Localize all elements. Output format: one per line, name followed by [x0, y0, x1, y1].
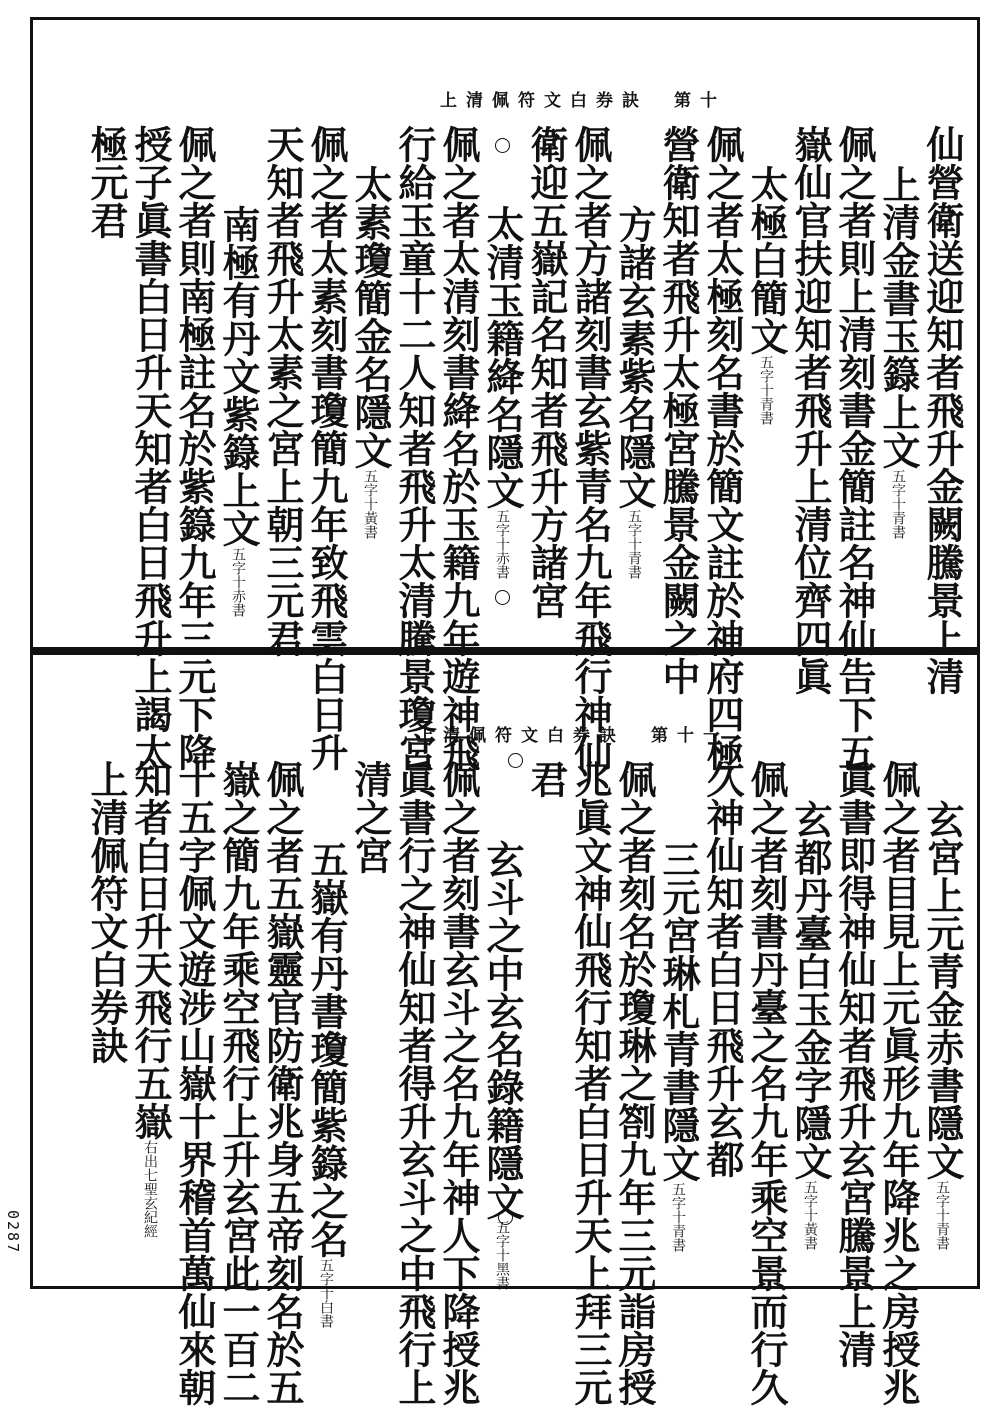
text-column [128, 760, 172, 1270]
top-running-header: 上清佩符文白券訣 第十 [440, 91, 726, 111]
column-text: 佩之者目見上元眞形九年降兆之房授兆 [876, 760, 921, 1406]
text-column [832, 760, 877, 1368]
column-text: 玄宮上元青金赤書隱文 [920, 800, 965, 1180]
interlinear-note: 五字十黃書 [802, 1180, 818, 1250]
interlinear-note: 五字十青書 [934, 1180, 950, 1250]
column-text: 眞書即得神仙知者飛升玄宮騰景上清 [832, 760, 877, 1368]
text-column [612, 125, 656, 635]
column-text: 方諸玄素紫名隱文 [612, 205, 657, 509]
text-column [436, 125, 481, 771]
text-column [84, 760, 128, 1270]
column-text: 太極白簡文 [744, 165, 789, 355]
column-text: 太清玉籍絳名隱文 [480, 205, 525, 509]
column-text: 天知者飛升太素之宮上朝三元君 [260, 125, 305, 657]
text-column [832, 125, 877, 771]
text-column [656, 125, 701, 695]
text-column [788, 125, 833, 695]
interlinear-note: 五字十青書 [670, 1182, 686, 1252]
column-text: 佩之者則上清刻書金簡註名神仙告下五 [832, 125, 877, 771]
text-column [304, 125, 349, 771]
column-text: 佩之者太極刻名書於簡文註於神府四極 [700, 125, 745, 771]
text-column [172, 760, 217, 1406]
column-text: 佩之者刻書丹臺之名九年乘空景而行久 [744, 760, 789, 1406]
circle-mark [498, 1210, 513, 1225]
column-text: 衛迎五嶽記名知者飛升方諸宮 [524, 125, 569, 619]
text-column [260, 125, 305, 657]
column-text: 上清佩符文白券訣 [84, 760, 129, 1064]
text-column [568, 125, 613, 771]
text-column [172, 125, 217, 771]
column-text: 玄斗之中玄名錄籍隱文 [480, 840, 525, 1220]
text-column [480, 125, 524, 635]
column-text: 南極有丹文紫籙上文 [216, 205, 261, 547]
column-text: 知者白日升天飛行五嶽 [128, 760, 173, 1140]
text-column [128, 125, 173, 771]
column-text: 行給玉童十二人知者飛升太清騰景瓊宮 [392, 125, 437, 771]
page-number: 0287 [4, 1210, 22, 1255]
column-text: 極元君 [84, 125, 129, 239]
column-text: 君 [524, 760, 569, 798]
column-text: 仙營衛送迎知者飛升金闕騰景上清 [920, 125, 965, 695]
column-text: 眞書行之神仙知者得升玄斗之中飛行上 [392, 760, 437, 1406]
interlinear-note: 五字十青書 [890, 469, 906, 539]
text-column [700, 125, 745, 771]
column-text: 佩之者方諸刻書玄紫青名九年飛行神仙 [568, 125, 613, 771]
bottom-running-header: 上清佩符文白券訣 第十一 [417, 726, 729, 746]
column-text: 營衛知者飛升太極宮騰景金闕之中 [656, 125, 701, 695]
column-text: 清之宮 [348, 760, 393, 874]
text-column [744, 760, 789, 1406]
text-column [524, 760, 568, 1270]
column-text: 十五字佩文遊涉山嶽十界稽首萬仙來朝 [172, 760, 217, 1406]
text-column [612, 760, 657, 1406]
text-column [84, 125, 128, 635]
text-column [216, 760, 261, 1406]
bottom-panel [40, 665, 970, 1406]
interlinear-note: 五字十赤書 [230, 547, 246, 617]
column-text: 佩之者太清刻書絳名於玉籍九年遊神飛 [436, 125, 481, 771]
column-text: 五嶽有丹書瓊簡紫籙之名 [304, 840, 349, 1258]
text-column [216, 125, 260, 635]
column-text: 嶽仙官扶迎知者飛升上清位齊四眞 [788, 125, 833, 695]
text-column [348, 760, 392, 1270]
interlinear-note: 五字十黑書 [494, 1220, 510, 1290]
column-text: 太素瓊簡金名隱文 [348, 165, 393, 469]
interlinear-note: 五字十白書 [318, 1258, 334, 1328]
column-text: 佩之者五嶽靈官防衛兆身五帝刻名於五 [260, 760, 305, 1406]
column-text: 佩之者則南極註名於紫籙九年三元下降 [172, 125, 217, 771]
column-text: 上清金書玉籙上文 [876, 165, 921, 469]
text-column [656, 760, 700, 1270]
column-text: 兆眞文神仙飛行知者白日升天上拜三元 [568, 760, 613, 1406]
text-column [920, 125, 965, 695]
text-column [304, 760, 349, 1328]
column-text: 佩之者刻書玄斗之名九年神人下降授兆 [436, 760, 481, 1406]
text-column [876, 125, 920, 635]
column-text: 三元宮琳札青書隱文 [656, 840, 701, 1182]
text-column [392, 760, 437, 1406]
circle-mark [495, 138, 510, 153]
column-text: 授子眞書白日升天知者白日飛升上謁太 [128, 125, 173, 771]
text-column [524, 125, 568, 635]
text-column [920, 760, 964, 1270]
text-column [348, 125, 392, 635]
text-column [744, 125, 788, 635]
text-column [700, 760, 744, 1270]
circle-mark [495, 590, 510, 605]
text-column [480, 760, 525, 1290]
interlinear-note: 五字十黃書 [362, 469, 378, 539]
interlinear-note: 五字十青書 [626, 509, 642, 579]
interlinear-note: 五字十赤書 [494, 509, 510, 579]
text-column [260, 760, 305, 1406]
column-text: 玄都丹臺白玉金字隱文 [788, 800, 833, 1180]
column-text: 佩之者刻名於瓊琳之劄九年三元詣房授 [612, 760, 657, 1406]
column-text: 久神仙知者白日飛升玄都 [700, 760, 745, 1178]
text-column [436, 760, 481, 1406]
text-column [568, 760, 613, 1406]
circle-mark [508, 753, 523, 768]
text-column [876, 760, 921, 1406]
text-column [392, 125, 437, 771]
text-column [788, 760, 832, 1270]
column-text: 嶽之簡九年乘空飛行上升玄宮此一百二 [216, 760, 261, 1406]
column-text: 佩之者太素刻書瓊簡九年致飛雲白日升 [304, 125, 349, 771]
interlinear-note: 右出七聖玄紀經 [142, 1140, 158, 1238]
interlinear-note: 五字十青書 [758, 355, 774, 425]
bottom-text-columns [84, 760, 965, 1406]
